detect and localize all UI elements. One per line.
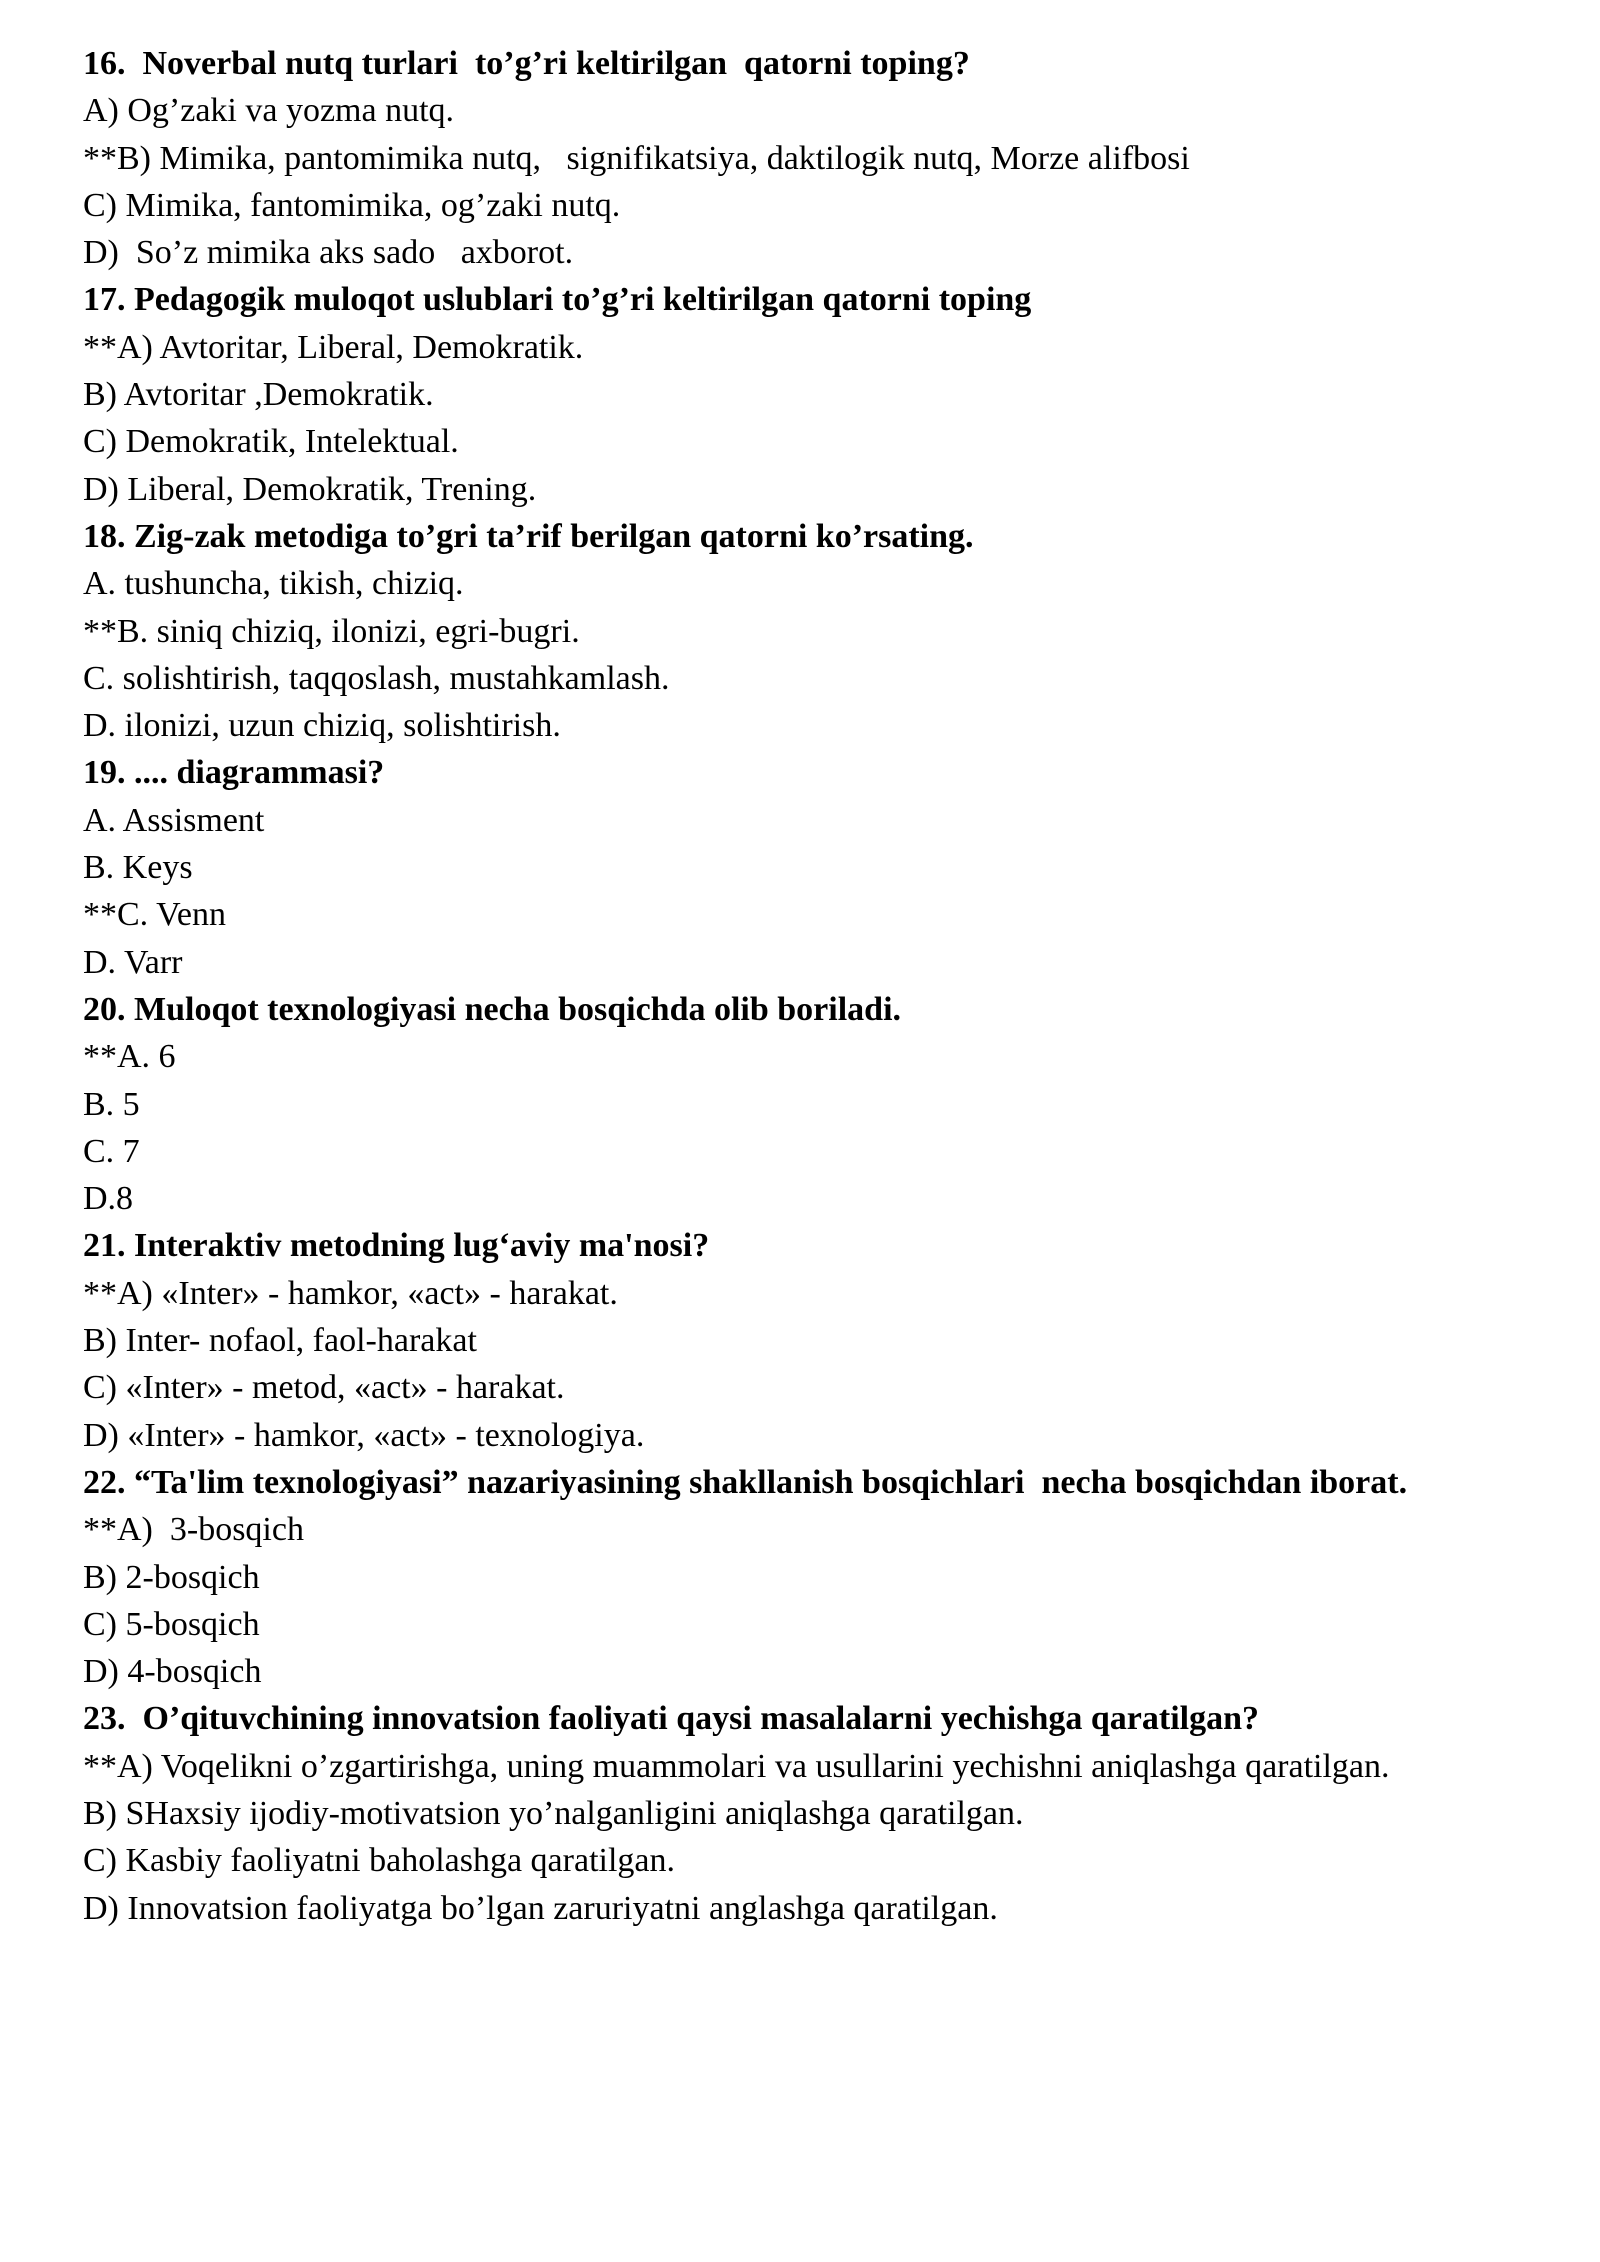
answer-option: C) Mimika, fantomimika, og’zaki nutq.	[83, 186, 621, 224]
answer-option: **A) «Inter» - hamkor, «act» - harakat.	[83, 1274, 618, 1312]
answer-option: D.8	[83, 1180, 134, 1218]
question-block-23	[83, 1695, 1510, 1931]
answer-option: D) So’z mimika aks sado axborot.	[83, 234, 574, 272]
question-title: 21. Interaktiv metodning lug‘aviy ma'nosi?	[83, 1227, 710, 1265]
answer-option: C) «Inter» - metod, «act» - harakat.	[83, 1369, 565, 1407]
question-block-19	[83, 749, 1510, 985]
answer-option: D) Innovatsion faoliyatga bo’lgan zaruriyatni anglashga qaratilgan.	[83, 1889, 998, 1927]
question-block-18	[83, 513, 1510, 749]
answer-option: B) Inter- nofaol, faol-harakat	[83, 1322, 477, 1360]
answer-option: B. Keys	[83, 849, 193, 887]
question-block-22	[83, 1459, 1510, 1695]
answer-option: D. Varr	[83, 943, 183, 981]
answer-option: B) 2-bosqich	[83, 1558, 260, 1596]
answer-option: **B. siniq chiziq, ilonizi, egri-bugri.	[83, 612, 580, 650]
answer-option: C) Demokratik, Intelektual.	[83, 423, 459, 461]
answer-option: C. 7	[83, 1132, 140, 1170]
answer-option: **A) 3-bosqich	[83, 1511, 304, 1549]
question-title: 16. Noverbal nutq turlari to’g’ri keltirilgan qatorni toping?	[83, 45, 970, 82]
answer-option: D) «Inter» - hamkor, «act» - texnologiya.	[83, 1416, 645, 1454]
question-block-21	[83, 1222, 1510, 1458]
answer-option: D) Liberal, Demokratik, Trening.	[83, 470, 537, 508]
question-title: 17. Pedagogik muloqot uslublari to’g’ri keltirilgan qatorni toping	[83, 281, 1032, 319]
answer-option: **C. Venn	[83, 896, 226, 934]
answer-option: B) Avtoritar ,Demokratik.	[83, 376, 434, 414]
answer-option: A) Og’zaki va yozma nutq.	[83, 92, 455, 130]
answer-option: D. ilonizi, uzun chiziq, solishtirish.	[83, 707, 561, 745]
answer-option: C) Kasbiy faoliyatni baholashga qaratilgan.	[83, 1842, 675, 1880]
answer-option: B) SHaxsiy ijodiy-motivatsion yo’nalganligini aniqlashga qaratilgan.	[83, 1794, 1024, 1832]
answer-option: A. tushuncha, tikish, chiziq.	[83, 565, 464, 603]
question-block-20	[83, 986, 1510, 1222]
answer-option: **B) Mimika, pantomimika nutq, signifikatsiya, daktilogik nutq, Morze alifbosi	[83, 139, 1190, 177]
question-title: 23. O’qituvchining innovatsion faoliyati qaysi masalalarni yechishga qaratilgan?	[83, 1700, 1260, 1738]
answer-option: C) 5-bosqich	[83, 1605, 260, 1643]
question-title: 20. Muloqot texnologiyasi necha bosqichda olib boriladi.	[83, 990, 902, 1028]
answer-option: D) 4-bosqich	[83, 1653, 262, 1691]
answer-option: B. 5	[83, 1085, 140, 1123]
answer-option: **A. 6	[83, 1038, 176, 1076]
question-block-16	[83, 40, 1510, 276]
question-block-17	[83, 276, 1510, 512]
answer-option: **A) Voqelikni o’zgartirishga, uning muammolari va usullarini yechishni aniqlashga qaratilgan.	[83, 1747, 1390, 1785]
answer-option: **A) Avtoritar, Liberal, Demokratik.	[83, 328, 584, 366]
answer-option: A. Assisment	[83, 801, 265, 839]
question-title: 18. Zig-zak metodiga to’gri ta’rif berilgan qatorni ko’rsating.	[83, 517, 974, 555]
question-title: 19. .... diagrammasi?	[83, 754, 385, 792]
question-title: 22. “Ta'lim texnologiyasi” nazariyasining shakllanish bosqichlari necha bosqichdan iborat.	[83, 1463, 1408, 1501]
answer-option: C. solishtirish, taqqoslash, mustahkamlash.	[83, 659, 670, 697]
